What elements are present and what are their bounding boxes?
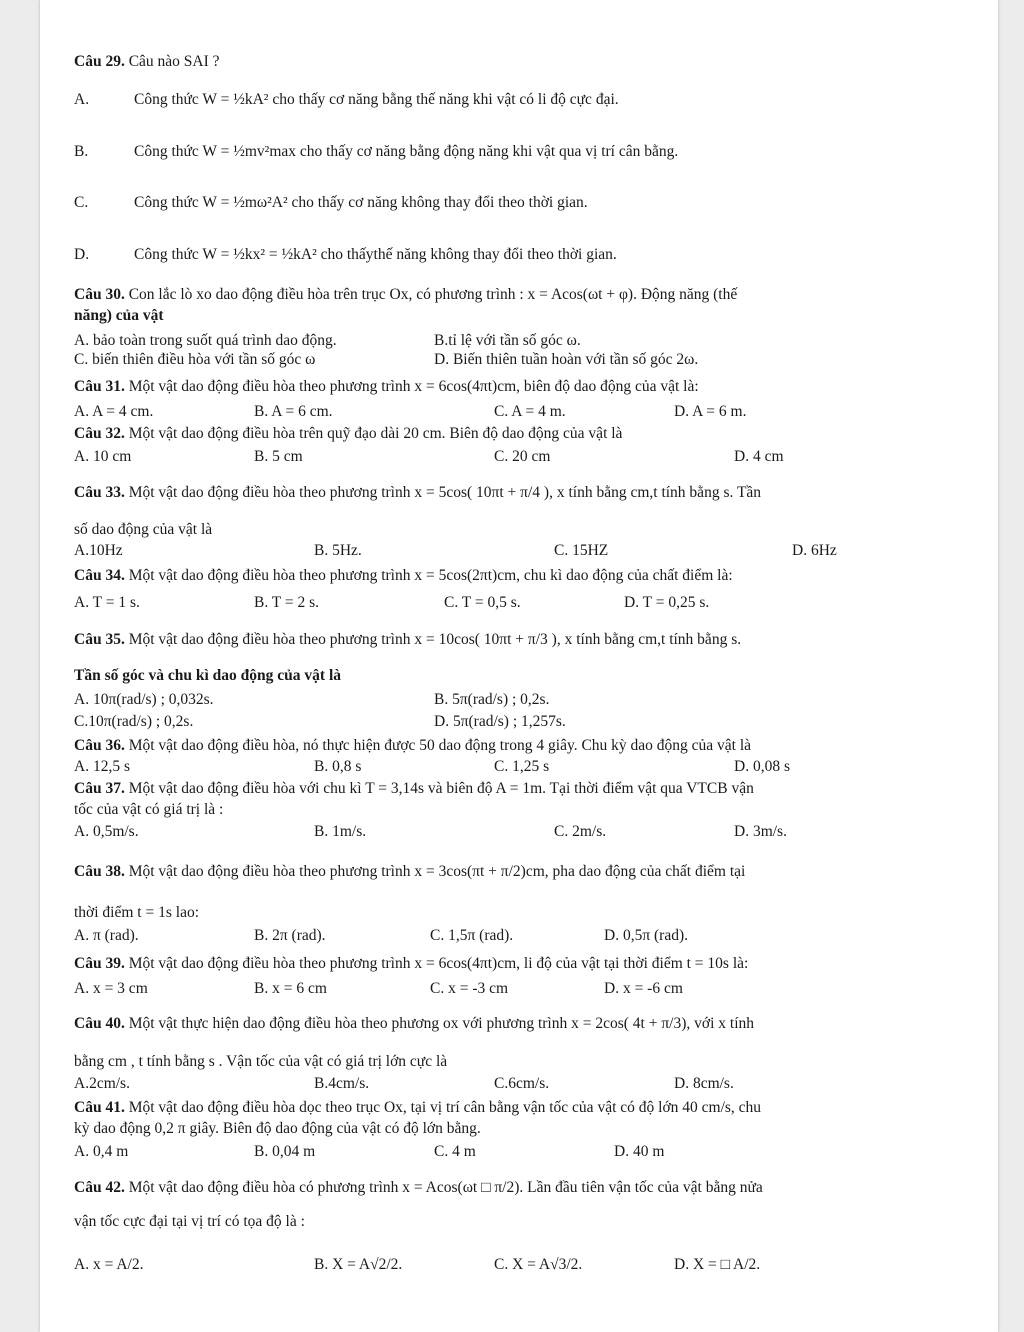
option-c: C. biến thiên điều hòa với tần số góc ω <box>74 351 316 368</box>
option-d: D. 5π(rad/s) ; 1,257s. <box>434 713 566 730</box>
question-number: Câu 33. <box>74 484 125 501</box>
question-34 <box>74 566 958 586</box>
option-b: B.tỉ lệ với tần số góc ω. <box>434 332 581 349</box>
question-number: Câu 34. <box>74 567 125 584</box>
question-number: Câu 41. <box>74 1099 125 1116</box>
option-d: D. Biến thiên tuần hoàn với tần số góc 2ω. <box>434 351 699 368</box>
option-b: B. 5π(rad/s) ; 0,2s. <box>434 691 550 708</box>
question-text-cont: vận tốc cực đại tại vị trí có tọa độ là : <box>74 1213 305 1230</box>
option-c: C. 1,5π (rad). <box>430 927 514 944</box>
question-37-cont <box>74 800 958 820</box>
option-d: D. 3m/s. <box>734 823 787 840</box>
question-35-cont <box>74 666 958 686</box>
option-d: D. 40 m <box>614 1143 665 1160</box>
option-c: C. 1,25 s <box>494 758 550 775</box>
option-label: A. <box>74 91 90 108</box>
question-40 <box>74 1014 958 1034</box>
question-text: Câu nào SAI ? <box>128 53 220 70</box>
option-c: C. 20 cm <box>494 448 551 465</box>
option-a: A.2cm/s. <box>74 1075 130 1092</box>
option-d: D. X = □ A/2. <box>674 1256 761 1273</box>
question-number: Câu 32. <box>74 425 125 442</box>
question-text-cont: kỳ dao động 0,2 π giây. Biên độ dao động của vật có độ lớn bằng. <box>74 1120 481 1137</box>
option-a: A. x = 3 cm <box>74 980 148 997</box>
option-label: D. <box>74 246 90 263</box>
question-number: Câu 42. <box>74 1179 125 1196</box>
question-35 <box>74 630 958 650</box>
question-text: Một vật dao động điều hòa, nó thực hiện được 50 dao động trong 4 giây. Chu kỳ dao động của vật là <box>128 737 752 754</box>
question-text: Một vật dao động điều hòa dọc theo trục Ox, tại vị trí cân bằng vận tốc của vật có độ lớn 40 cm/s, chu <box>128 1099 762 1116</box>
question-text: Một vật dao động điều hòa theo phương trình x = 5cos(2πt)cm, chu kì dao động của chất điểm là: <box>128 567 733 584</box>
question-text: Một vật dao động điều hòa theo phương trình x = 3cos(πt + π/2)cm, pha dao động của chất điểm tại <box>128 863 746 880</box>
question-39 <box>74 954 958 974</box>
option-a: A. A = 4 cm. <box>74 403 154 420</box>
question-number: Câu 36. <box>74 737 125 754</box>
question-number: Câu 38. <box>74 863 125 880</box>
question-text: Một vật dao động điều hòa có phương trình x = Acos(ωt □ π/2). Lần đầu tiên vận tốc của vật bằng nửa <box>128 1179 763 1196</box>
question-38 <box>74 862 958 882</box>
option-d: D. T = 0,25 s. <box>624 594 710 611</box>
question-33-cont <box>74 520 958 540</box>
question-text-cont: bằng cm , t tính bằng s . Vận tốc của vật có giá trị lớn cực là <box>74 1053 448 1070</box>
question-text: Một vật dao động điều hòa trên quỹ đạo dài 20 cm. Biên độ dao động của vật là <box>128 425 623 442</box>
question-number: Câu 37. <box>74 780 125 797</box>
option-a: A. 0,4 m <box>74 1143 129 1160</box>
option-d: D. 6Hz <box>792 542 837 559</box>
option-b: B. A = 6 cm. <box>254 403 333 420</box>
option-c: C. 15HZ <box>554 542 609 559</box>
option-d: D. 0,08 s <box>734 758 790 775</box>
option-d: D. 4 cm <box>734 448 784 465</box>
option-a: A. 0,5m/s. <box>74 823 139 840</box>
option-b: B.4cm/s. <box>314 1075 370 1092</box>
option-b: B. 2π (rad). <box>254 927 326 944</box>
question-number: Câu 30. <box>74 286 125 303</box>
option-c: C. T = 0,5 s. <box>444 594 521 611</box>
option-label: B. <box>74 143 89 160</box>
question-text: Một vật dao động điều hòa theo phương trình x = 5cos( 10πt + π/4 ), x tính bằng cm,t tính bằng s. Tần <box>128 484 762 501</box>
question-text: Một vật thực hiện dao động điều hòa theo phương ox với phương trình x = 2cos( 4t + π/3), với x tính <box>128 1015 755 1032</box>
option-text: Công thức W = ½kA² cho thấy cơ năng bằng thế năng khi vật có li độ cực đại. <box>134 91 619 108</box>
question-number: Câu 29. <box>74 53 125 70</box>
document-page <box>40 0 998 1332</box>
question-31 <box>74 377 958 397</box>
option-d: D. 8cm/s. <box>674 1075 734 1092</box>
question-number: Câu 35. <box>74 631 125 648</box>
option-b: B. X = A√2/2. <box>314 1256 403 1273</box>
option-a: A. T = 1 s. <box>74 594 140 611</box>
option-d: D. x = -6 cm <box>604 980 683 997</box>
option-c: C.6cm/s. <box>494 1075 550 1092</box>
question-42 <box>74 1178 958 1198</box>
question-42-cont <box>74 1212 958 1232</box>
option-b: B. x = 6 cm <box>254 980 327 997</box>
option-b: B. 5 cm <box>254 448 303 465</box>
option-a: A. bảo toàn trong suốt quá trình dao động. <box>74 332 337 349</box>
question-29 <box>74 52 958 72</box>
option-b: B. 0,8 s <box>314 758 362 775</box>
question-37 <box>74 779 958 799</box>
option-label: C. <box>74 194 89 211</box>
option-c: C. 2m/s. <box>554 823 607 840</box>
question-41 <box>74 1098 958 1118</box>
question-38-cont <box>74 903 958 923</box>
option-a: A. x = A/2. <box>74 1256 144 1273</box>
question-text-cont: năng) của vật <box>74 307 164 324</box>
option-b: B. 5Hz. <box>314 542 362 559</box>
option-b: B. T = 2 s. <box>254 594 320 611</box>
option-d: D. 0,5π (rad). <box>604 927 689 944</box>
option-b: B. 1m/s. <box>314 823 367 840</box>
question-36 <box>74 736 958 756</box>
option-c: C. x = -3 cm <box>430 980 509 997</box>
question-text: Một vật dao động điều hòa theo phương trình x = 10cos( 10πt + π/3 ), x tính bằng cm,t tính bằng s. <box>128 631 742 648</box>
option-a: A.10Hz <box>74 542 123 559</box>
option-text: Công thức W = ½mω²A² cho thấy cơ năng không thay đổi theo thời gian. <box>134 194 588 211</box>
question-40-cont <box>74 1052 958 1072</box>
option-a: A. 10 cm <box>74 448 132 465</box>
question-number: Câu 40. <box>74 1015 125 1032</box>
option-c: C. X = A√3/2. <box>494 1256 583 1273</box>
option-a: A. 12,5 s <box>74 758 130 775</box>
question-number: Câu 39. <box>74 955 125 972</box>
question-text-cont: thời điểm t = 1s lao: <box>74 904 199 921</box>
option-a: A. 10π(rad/s) ; 0,032s. <box>74 691 214 708</box>
option-text: Công thức W = ½kx² = ½kA² cho thấythế năng không thay đổi theo thời gian. <box>134 246 617 263</box>
option-c: C. 4 m <box>434 1143 476 1160</box>
question-text-cont: Tần số góc và chu kì dao động của vật là <box>74 667 341 684</box>
question-30 <box>74 285 958 305</box>
option-c: C.10π(rad/s) ; 0,2s. <box>74 713 194 730</box>
question-41-cont <box>74 1119 958 1139</box>
question-text: Một vật dao động điều hòa với chu kì T = 3,14s và biên độ A = 1m. Tại thời điểm vật qua VTCB vận <box>128 780 754 797</box>
question-text: Con lắc lò xo dao động điều hòa trên trục Ox, có phương trình : x = Acos(ωt + φ). Động năng (thế <box>128 286 738 303</box>
option-text: Công thức W = ½mv²max cho thấy cơ năng bằng động năng khi vật qua vị trí cân bằng. <box>134 143 679 160</box>
question-33 <box>74 483 958 503</box>
question-text: Một vật dao động điều hòa theo phương trình x = 6cos(4πt)cm, li độ của vật tại thời điểm t = 10s là: <box>128 955 749 972</box>
option-c: C. A = 4 m. <box>494 403 566 420</box>
question-text-cont: số dao động của vật là <box>74 521 213 538</box>
option-d: D. A = 6 m. <box>674 403 747 420</box>
option-b: B. 0,04 m <box>254 1143 316 1160</box>
question-30-cont <box>74 306 958 326</box>
question-text: Một vật dao động điều hòa theo phương trình x = 6cos(4πt)cm, biên độ dao động của vật là: <box>128 378 699 395</box>
question-32 <box>74 424 958 444</box>
option-a: A. π (rad). <box>74 927 139 944</box>
question-text-cont: tốc của vật có giá trị là : <box>74 801 224 818</box>
question-number: Câu 31. <box>74 378 125 395</box>
